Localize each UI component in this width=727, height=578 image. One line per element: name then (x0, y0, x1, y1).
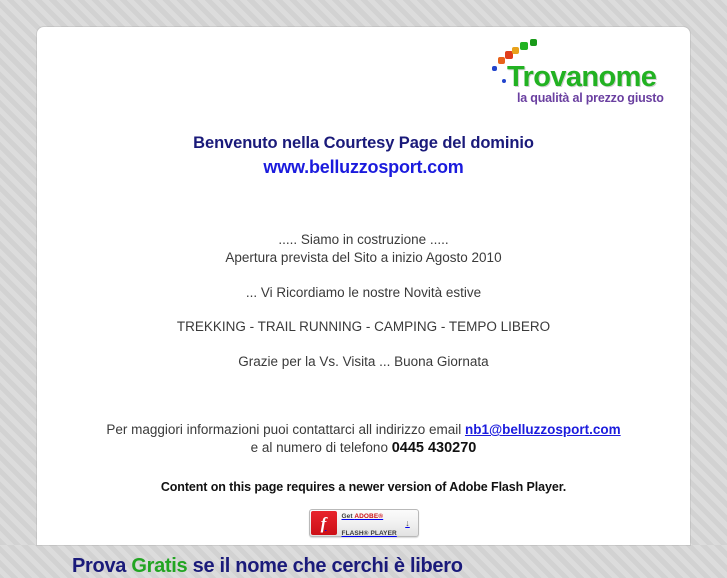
logo-dot-6-icon (530, 39, 537, 46)
logo-wordmark-text: Trovanome (507, 61, 657, 93)
contact-email-prefix: Per maggiori informazioni puoi contattarci all indirizzo email (106, 422, 465, 437)
flash-badge-get-text: Get (341, 513, 355, 521)
promo-suffix: se il nome che cerchi è libero (187, 555, 463, 577)
logo-accent-dot-icon (502, 79, 506, 83)
download-arrow-icon: ↓ (405, 518, 410, 528)
promo-headline[interactable] (72, 555, 463, 578)
opening-date-notice: Apertura prevista del Sito a inizio Agosto 2010 (225, 250, 502, 265)
contact-phone-prefix: e al numero di telefono (250, 440, 392, 455)
trovanome-logo[interactable] (490, 38, 670, 105)
promo-prefix: Prova (72, 555, 132, 577)
logo-dot-5-icon (520, 42, 528, 50)
product-categories: TREKKING - TRAIL RUNNING - CAMPING - TEMPO LIBERO (176, 319, 551, 334)
promo-highlight: Gratis (131, 555, 188, 577)
logo-dot-1-icon (492, 66, 497, 71)
contact-phone-line (37, 440, 690, 456)
contact-email-link[interactable]: nb1@belluzzosport.com (464, 422, 621, 437)
domain-name: www.belluzzosport.com (263, 157, 464, 177)
courtesy-page-panel (37, 27, 690, 577)
flash-badge-label (342, 506, 402, 540)
logo-tagline: la qualità al prezzo giusto (517, 91, 664, 105)
flash-logo-icon: f (311, 511, 337, 535)
flash-badge-player-text: FLASH® PLAYER (341, 530, 397, 537)
flash-badge-adobe-text: ADOBE® (354, 513, 384, 521)
contact-email-line (37, 422, 690, 437)
novelties-notice: ... Vi Ricordiamo le nostre Novità estive (245, 285, 482, 300)
construction-notice: ..... Siamo in costruzione ..... (278, 232, 449, 247)
page-title: Benvenuto nella Courtesy Page del dominio (193, 134, 534, 152)
logo-dot-4-icon (512, 47, 519, 54)
logo-wordmark (502, 63, 656, 92)
thanks-message: Grazie per la Vs. Visita ... Buona Giornata (238, 354, 489, 369)
get-adobe-flash-player-button[interactable] (309, 509, 419, 537)
contact-phone-number: 0445 430270 (391, 440, 477, 456)
flash-player-notice: Content on this page requires a newer version of Adobe Flash Player. (160, 480, 567, 494)
